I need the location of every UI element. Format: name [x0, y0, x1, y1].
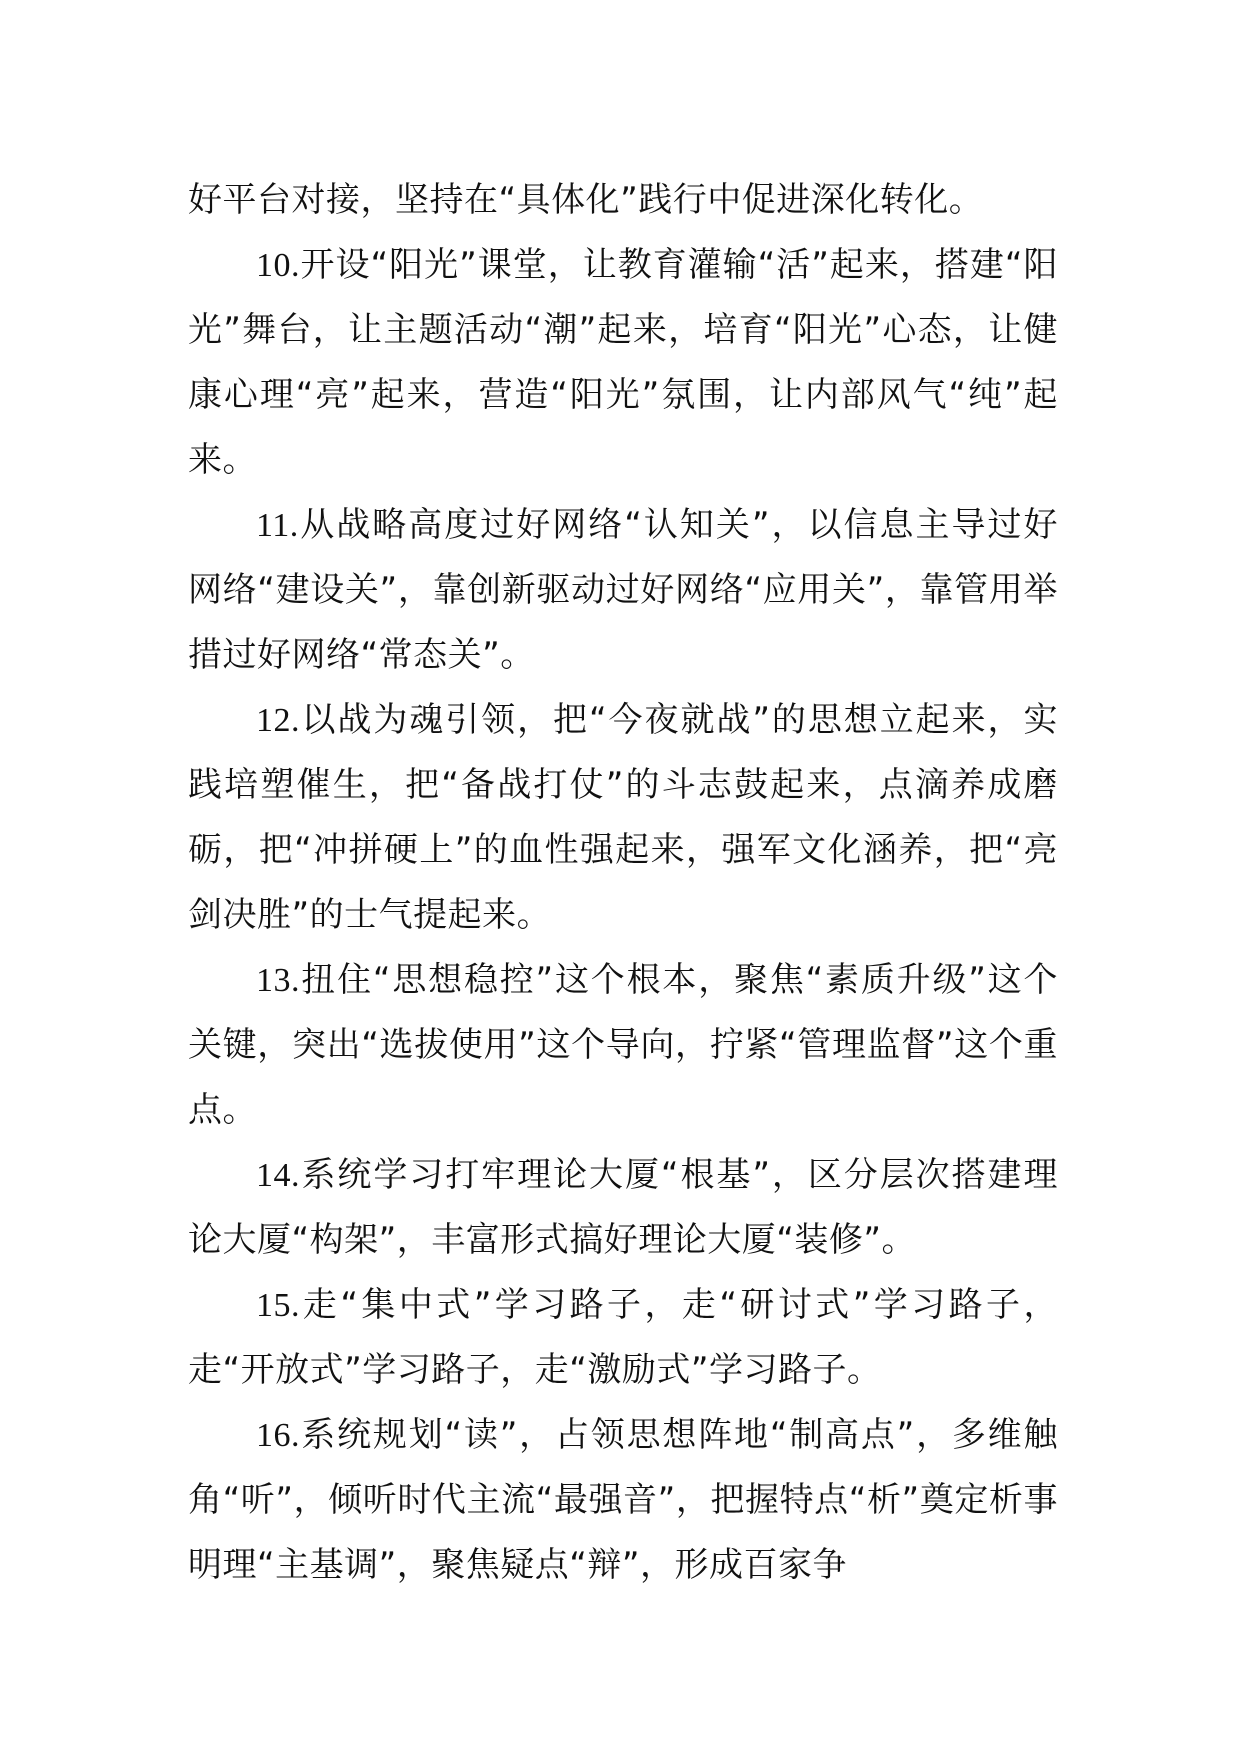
paragraph-text: 从战略高度过好网络“认知关”，以信息主导过好网络“建设关”，靠创新驱动过好网络“应用关”，靠管用举措过好网络“常态关”。: [188, 505, 1058, 675]
paragraph-continuation: [188, 168, 1058, 233]
paragraph-text: 系统规划“读”，占领思想阵地“制高点”，多维触角“听”，倾听时代主流“最强音”，把握特点“析”奠定析事明理“主基调”，聚焦疑点“辩”，形成百家争: [188, 1415, 1058, 1585]
paragraph-item-10: [188, 233, 1058, 493]
paragraph-number: 11.: [256, 507, 299, 544]
paragraph-item-12: [188, 688, 1058, 948]
document-body: [188, 168, 1058, 1598]
paragraph-item-15: [188, 1273, 1058, 1403]
paragraph-text: 扭住“思想稳控”这个根本，聚焦“素质升级”这个关键，突出“选拔使用”这个导向，拧紧“管理监督”这个重点。: [188, 960, 1058, 1130]
paragraph-number: 12.: [256, 702, 300, 739]
paragraph-text: 以战为魂引领，把“今夜就战”的思想立起来，实践培塑催生，把“备战打仗”的斗志鼓起来，点滴养成磨砺，把“冲拼硬上”的血性强起来，强军文化涵养，把“亮剑决胜”的士气提起来。: [188, 700, 1058, 935]
paragraph-item-13: [188, 948, 1058, 1143]
paragraph-item-11: [188, 493, 1058, 688]
paragraph-number: 16.: [256, 1417, 300, 1454]
paragraph-number: 10.: [256, 247, 300, 284]
paragraph-text: 开设“阳光”课堂，让教育灌输“活”起来，搭建“阳光”舞台，让主题活动“潮”起来，培育“阳光”心态，让健康心理“亮”起来，营造“阳光”氛围，让内部风气“纯”起来。: [188, 245, 1058, 480]
paragraph-text: 走“集中式”学习路子，走“研讨式”学习路子，走“开放式”学习路子，走“激励式”学习路子。: [188, 1285, 1058, 1390]
paragraph-item-16: [188, 1403, 1058, 1598]
paragraph-number: 14.: [256, 1157, 300, 1194]
paragraph-item-14: [188, 1143, 1058, 1273]
paragraph-text: 好平台对接，坚持在“具体化”践行中促进深化转化。: [188, 180, 984, 220]
paragraph-text: 系统学习打牢理论大厦“根基”，区分层次搭建理论大厦“构架”，丰富形式搞好理论大厦“装修”。: [188, 1155, 1058, 1260]
paragraph-number: 15.: [256, 1287, 300, 1324]
paragraph-number: 13.: [256, 962, 300, 999]
